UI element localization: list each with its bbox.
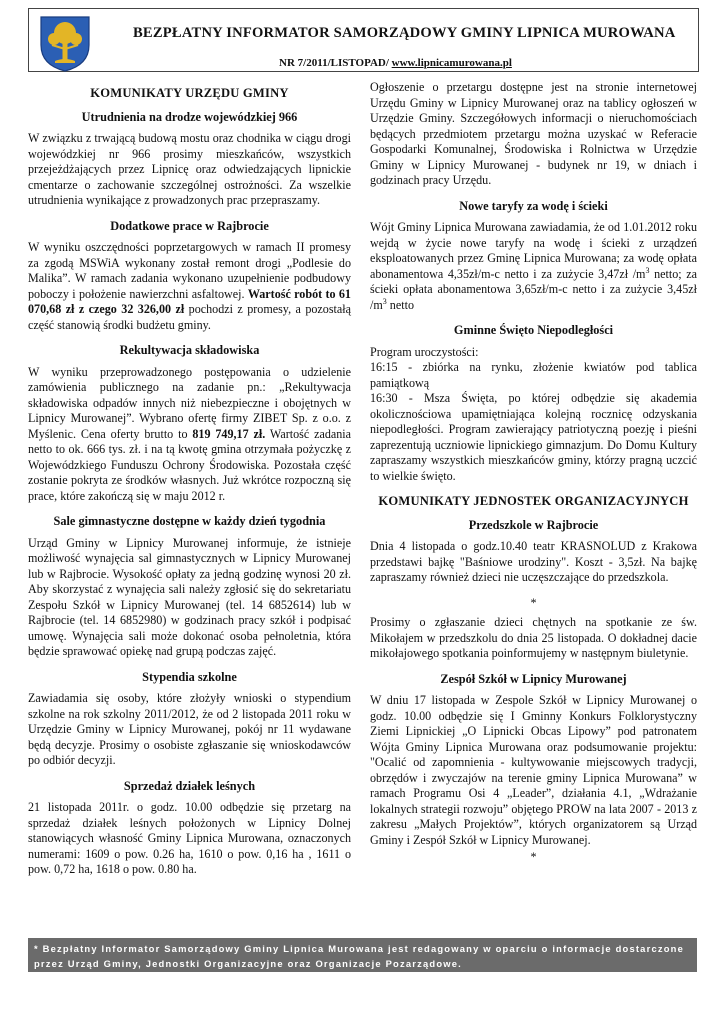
article-text: Zawiadamia się osoby, które złożyły wnioski o stypendium szkolne na rok szkolny 2011/2012, że od 2 listopada 2011 roku w Urzędzie Gminy w Lipnicy Murowanej, pokój nr 11 wydawane będą decyzje. Prosimy o osobiste zgłaszanie się wnioskodawców po odbiór decyzji. [28,691,351,767]
article-text: Program uroczystości: [370,344,479,359]
article-text: W wyniku przeprowadzonego postępowania o udzielenie zamówienia publicznego na zadanie pn.: „Rekultywacja składowiska odpadów innych niż niebezpieczne i obojętnych w Lipnicy Murowanej”. Wybrano ofertę firmy ZIBET Sp. z o.o. z Myślenic. Cena oferty brutto to 819 749,17 zł. Wartość zadania netto to ok. 666 tys. zł. i na tą kwotę gmina otrzymała pożyczkę z Wojewódzkiego Funduszu Ochrony Środowiska. Pozostała część zostanie pokryta ze środków własnych. Już wkrótce rozpoczną się prace, które zakończą się w maju 2012 r. [28,364,352,503]
article-title: Dodatkowe prace w Rajbrocie [110,218,269,233]
article-text: W dniu 17 listopada w Zespole Szkół w Lipnicy Murowanej o godz. 10.00 odbędzie się I Gminny Konkurs Folklorystyczny Ziemi Lipnickiej „O Lipnicki Obcas Lipowy” pod patronatem Wójta Gminy Lipnica Murowana oraz podsumowanie projektu: "Ocalić od zapomnienia - kultywowanie miejscowych tradycji, obrzędów i zwyczajów na terenie gminy Lipnica Murowana” w ramach Programu Osi 4 „Leader”, działania 4.1, „Wdrażanie lokalnych strategii rozwoju” objętego PROW na lata 2007 - 2013 z zakresu „Małych Projektów”, których organizatorem są Urząd Gminy i Zespół Szkół w Lipnicy Murowanej. [370,693,697,847]
article-text: 16:30 - Msza Święta, po której odbędzie się akademia okolicznościowa upamiętniająca kolejną rocznicę odzyskania niepodległości. Program zawierający patriotyczną poezję i pieśni zaprezentują uczniowie lipnickiego gimnazjum. Do Domu Kultury zapraszamy wszystkich mieszkańców gminy, którzy pragną uczcić to wielkie święto. [370,391,697,483]
article-text: 21 listopada 2011r. o godz. 10.00 odbędzie się przetarg na sprzedaż działek leśnych położonych w Lipnicy Dolnej stanowiących własność Gminy Lipnica Murowana, oznaczonych numerami: 1609 o pow. 0.26 ha, 1610 o pow. 0,16 ha , 1611 o pow. 0,72 ha, 1618 o pow. 0.80 ha. [28,800,351,876]
article-text: Wójt Gminy Lipnica Murowana zawiadamia, że od 1.01.2012 roku wejdą w życie nowe taryfy na wodę i ścieki z urządzeń eksploatowanych przez Gminę Lipnica Murowana; za wodę opłata abonamentowa 4,35zł/m-c netto i za zużycie 3,47zł $/m^3$ netto; za ścieki opłata abonamentowa 3,65zł/m-c netto i za zużycie 3,45zł $/m^3$ netto [370,220,697,312]
article-title: Przedszkole w Rajbrocie [468,517,599,532]
article-text: W związku z trwającą budową mostu oraz chodnika w ciągu drogi wojewódzkiej nr 966 prosimy mieszkańców, wszystkich przejeżdżających przez Lipnicę oraz odwiedzających lipnickie cmentarze o zachowanie szczególnej ostrożności. Za wszelkie utrudnienia wynikające z prowadzonych prac przepraszamy. [28,131,351,207]
article-title: Zespół Szkół w Lipnicy Murowanej [440,671,627,686]
article-text: 16:15 - zbiórka na rynku, złożenie kwiatów pod tablica pamiątkową [370,360,697,390]
separator-star: * [530,595,537,610]
article-title: Nowe taryfy za wodę i ścieki [459,198,608,213]
newsletter-title: BEZPŁATNY INFORMATOR SAMORZĄDOWY GMINY LIPNICA MUROWANA [133,25,676,41]
article-title: Utrudnienia na drodze wojewódzkiej 966 [81,109,298,124]
section-title: KOMUNIKATY JEDNOSTEK ORGANIZACYJNYCH [378,494,689,508]
issue-number: NR 7/2011/LISTOPAD/ [279,57,389,69]
article-title: Rekultywacja składowiska [119,343,260,357]
article-title: Sale gimnastyczne dostępne w każdy dzień tygodnia [53,514,326,528]
article-text: Dnia 4 listopada o godz.10.40 teatr KRASNOLUD z Krakowa przedstawi bajkę "Baśniowe urodziny". Koszt - 3,5zł. Na bajkę zapraszamy również dzieci nie uczęszczające do przedszkola. [370,539,697,584]
separator-star: * [530,850,537,864]
article-text: Ogłoszenie o przetargu dostępne jest na stronie internetowej Urzędu Gminy w Lipnicy Murowanej oraz na tablicy ogłoszeń w Urzędzie Gminy. Szczegółowych informacji o nieruchomościach będących przedmiotem przetargu można uzyskać w Referacie Gospodarki Komunalnej, Środowiska i Rolnictwa w Urzędzie Gminy w Lipnicy Murowanej - budynek nr 19, w dniach i godzinach pracy Urzędu. [370,80,697,187]
article-text: Urząd Gminy w Lipnicy Murowanej informuje, że istnieje możliwość wynajęcia sal gimnastycznych w Lipnicy Murowanej lub w Rajbrocie. Wysokość opłaty za jedną godzinę wynosi 20 zł. Aby skorzystać z wynajęcia sali należy zgłosić się do sekretariatu Zespołu Szkół w Lipnicy Murowanej (tel. 14 6852614) lub w Rajbrocie (tel. 14 6852980) w godzinach pracy szkół i podpisać umowę. Wynajęcia sali może dokonać osoba pełnoletnia, która będzie sprawować opiekę nad grupą podczas zajęć. [28,535,351,658]
issue-line [279,57,512,69]
section-title: KOMUNIKATY URZĘDU GMINY [90,86,289,100]
right-column [370,80,697,870]
masthead [28,8,699,72]
coat-of-arms-logo [39,15,91,73]
article-text: W wyniku oszczędności poprzetargowych w ramach II promesy za zgodą MSWiA wykonany został remont drogi „Podlesie do Malika”. W ramach zadania wykonano uzupełnienie podbudowy poboczy i położenie nawierzchni asfaltowej. Wartość robót to 61 070,68 zł z czego 32 326,00 zł pochodzi z promesy, a pozostałą część stanowią środki budżetu gminy. [28,240,351,332]
article-title: Gminne Święto Niepodległości [453,323,614,337]
article-title: Stypendia szkolne [142,669,237,684]
footer-note: * Bezpłatny Informator Samorządowy Gminy Lipnica Murowana jest redagowany w oparciu o informacje dostarczone przez Urząd Gminy, Jednostki Organizacyjne oraz Organizacje Pozarządowe. [28,938,697,972]
article-text: Prosimy o zgłaszanie dzieci chętnych na spotkanie ze św. Mikołajem w przedszkolu do dnia 25 listopada. O dokładnej dacie mikołajowego spotkania poinformujemy w następnym biuletynie. [370,615,697,660]
article-title: Sprzedaż działek leśnych [123,778,256,793]
left-column [28,84,351,888]
website-link[interactable]: www.lipnicamurowana.pl [391,57,512,69]
